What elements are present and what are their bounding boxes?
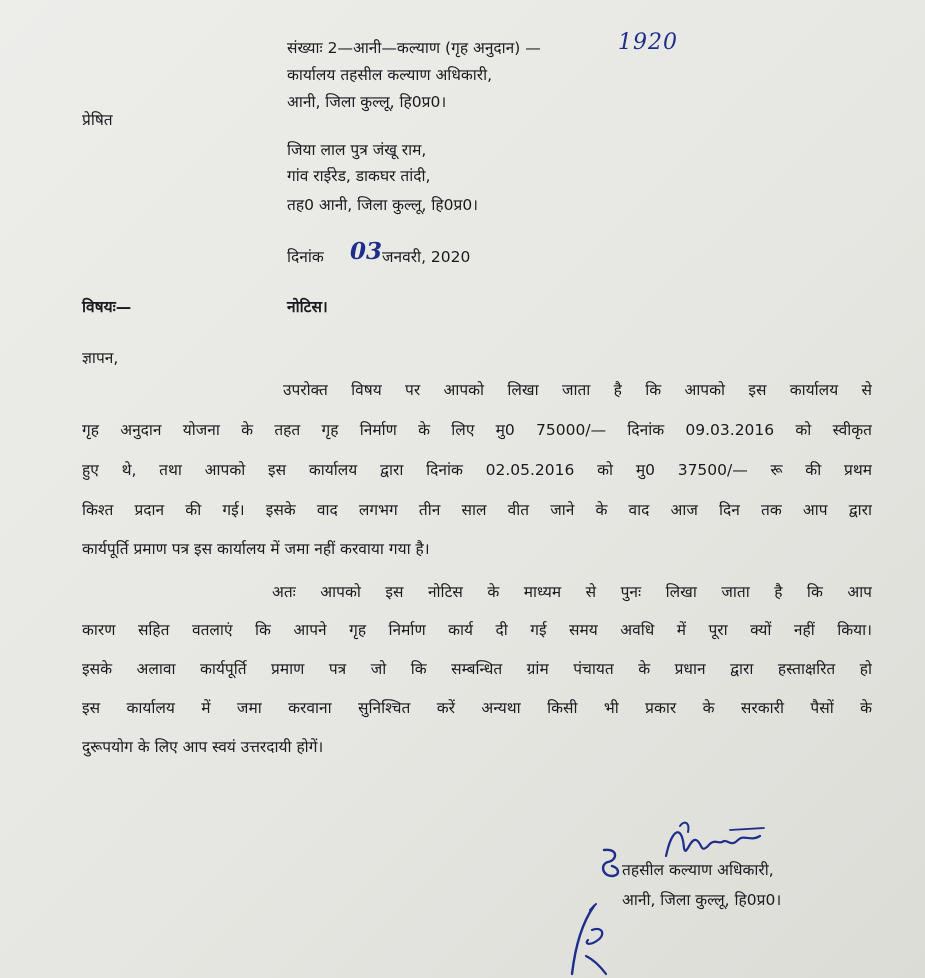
recipient-village: गांव राईरेड, डाकघर तांदी,: [287, 167, 431, 185]
paragraph1-line: गृह अनुदान योजना के तहत गृह निर्माण के लिए मु0 75000/— दिनांक 09.03.2016 को स्वीकृत: [82, 421, 872, 439]
paragraph2-line: इस कार्यालय में जमा करवाना सुनिश्चित करें अन्यथा किसी भी प्रकार के सरकारी पैसों के: [82, 699, 872, 717]
date-month-year: जनवरी, 2020: [382, 248, 471, 266]
memo-label: ज्ञापन,: [82, 349, 119, 367]
subject-value: नोटिस।: [287, 298, 328, 316]
subject-label: विषयः—: [82, 298, 132, 316]
handwritten-date-day: 03: [350, 238, 383, 265]
date-label: दिनांक: [287, 248, 324, 266]
paragraph2-line: अतः आपको इस नोटिस के माध्यम से पुनः लिखा जाता है कि आप: [272, 583, 872, 601]
recipient-tehsil: तह0 आनी, जिला कुल्लू, हि0प्र0।: [287, 196, 479, 214]
initial-mark: [598, 846, 624, 880]
office-line: कार्यालय तहसील कल्याण अधिकारी,: [287, 66, 493, 84]
paragraph1-line: उपरोक्त विषय पर आपको लिखा जाता है कि आपको इस कार्यालय से: [283, 381, 872, 399]
handwritten-reference-number: 1920: [618, 30, 678, 55]
office-address: आनी, जिला कुल्लू, हि0प्र0।: [287, 93, 447, 111]
margin-handwritten-mark: [562, 900, 612, 978]
recipient-name: जिया लाल पुत्र जंखू राम,: [287, 141, 427, 159]
signatory-title: तहसील कल्याण अधिकारी,: [622, 861, 774, 879]
paragraph1-line: कार्यपूर्ति प्रमाण पत्र इस कार्यालय में जमा नहीं करवाया गया है।: [82, 540, 430, 558]
paragraph1-line: किश्त प्रदान की गई। इसके वाद लगभग तीन साल वीत जाने के वाद आज दिन तक आप द्वारा: [82, 501, 872, 519]
signatory-address: आनी, जिला कुल्लू, हि0प्र0।: [622, 891, 782, 909]
paragraph2-line: इसके अलावा कार्यपूर्ति प्रमाण पत्र जो कि सम्बन्धित ग्रांम पंचायत के प्रधान द्वारा हस्ताक्षरित हो: [82, 660, 872, 678]
reference-line: संख्याः 2—आनी—कल्याण (गृह अनुदान) —: [287, 39, 541, 57]
paragraph1-line: हुए थे, तथा आपको इस कार्यालय द्वारा दिनांक 02.05.2016 को मु0 37500/— रू की प्रथम: [82, 461, 872, 479]
paragraph2-line: कारण सहित वतलाएं कि आपने गृह निर्माण कार्य दी गई समय अवधि में पूरा क्यों नहीं किया।: [82, 621, 872, 639]
recipient-label: प्रेषित: [82, 111, 113, 129]
paragraph2-line: दुरूपयोग के लिए आप स्वयं उत्तरदायी होगें।: [82, 738, 324, 756]
